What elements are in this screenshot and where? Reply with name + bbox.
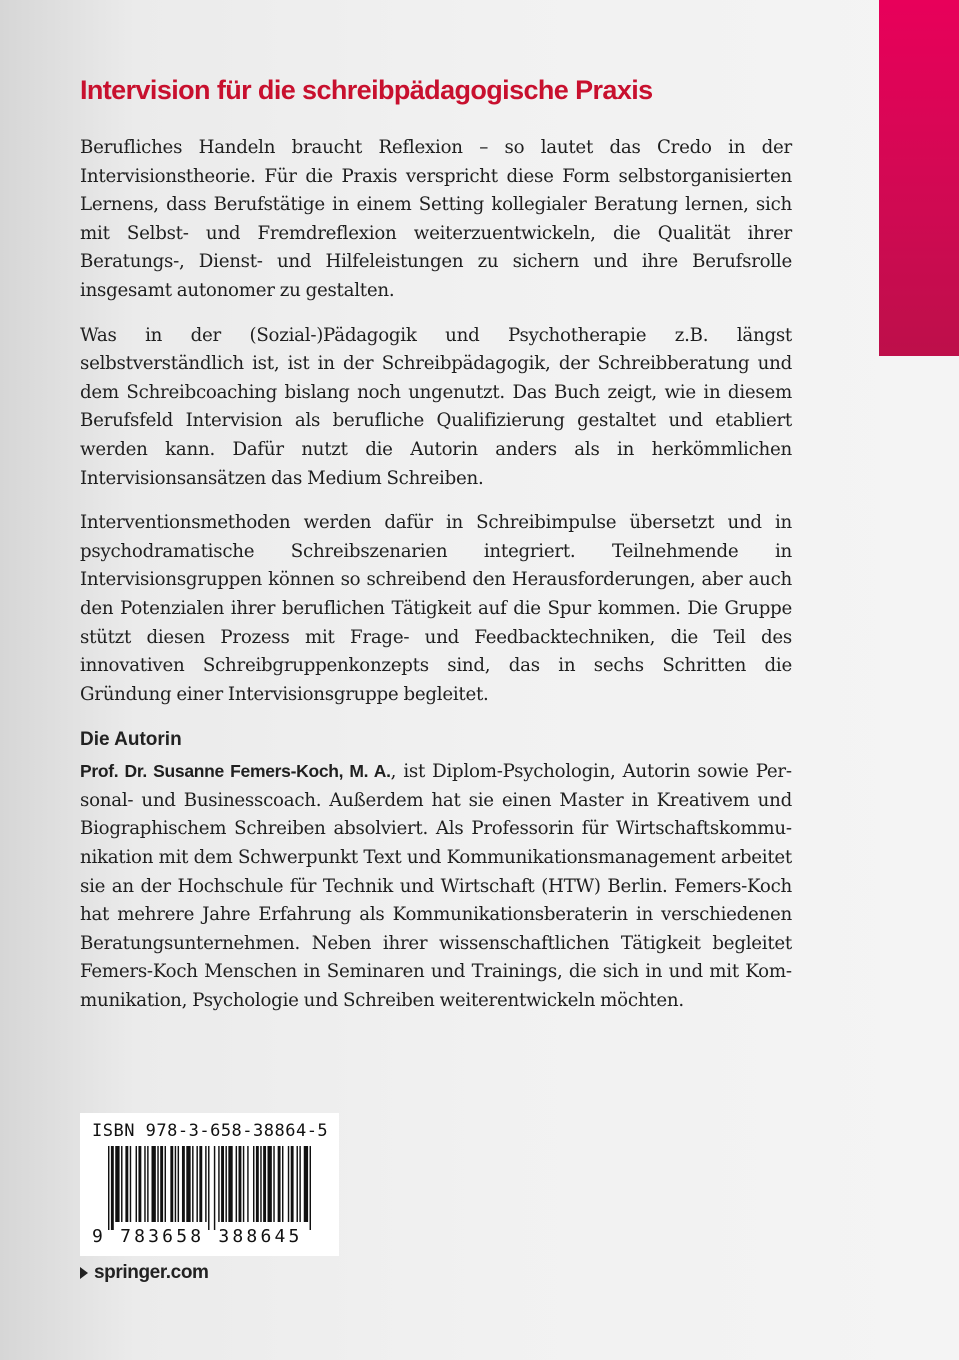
isbn-barcode-block xyxy=(80,1113,339,1256)
back-cover-content xyxy=(80,72,792,1032)
barcode-digits: 9 783658 388645 xyxy=(92,1226,303,1247)
author-bio-paragraph xyxy=(80,757,792,1015)
author-heading: Die Autorin xyxy=(80,729,182,751)
publisher-link[interactable] xyxy=(80,1262,209,1284)
paragraph-intro: Berufliches Handeln braucht Reflexion – so lautet das Credo in der Intervisionstheorie. Für die Praxis verspricht diese Form selbstorganisierten Lernens, dass Berufstätige in einem Setting kollegialer Beratung lernen, sich mit Selbst- und Fremdreflexion weiterzuentwickeln, die Qualität ihrer Beratungs-, Dienst- und Hilfeleistungen zu sichern und ihre Berufsrolle insgesamt autonomer zu gestalten. xyxy=(80,137,792,301)
paragraph-field: Was in der (Sozial-)Pädagogik und Psychotherapie z.B. längst selbstverständlich ist, ist in der Schreibpädagogik, der Schreibberatung und dem Schreibcoaching bislang noch ungenutzt. Das Buch zeigt, wie in diesem Berufsfeld Intervision als berufliche Qualifizierung gestaltet und etabliert werden kann. Dafür nutzt die Autorin anders als in herkömmlichen Intervisionsansätzen das Medium Schreiben. xyxy=(80,324,792,489)
paragraph-methods: Interventionsmethoden werden dafür in Schreibimpulse übersetzt und in psychodramatische Schreibszenarien integriert. Teilnehmende in Intervisionsgruppen können so schreibend den Herausforderungen, aber auch den Potenzialen ihrer beruflichen Tätigkeit auf die Spur kommen. Die Gruppe stützt diesen Prozess mit Frage- und Feedbacktechniken, die Teil des innovativen Schreibgruppenkonzepts sind, das in sechs Schritten die Gründung einer Intervisionsgruppe begleitet. xyxy=(80,512,792,705)
isbn-label: ISBN 978-3-658-38864-5 xyxy=(92,1121,329,1141)
page-title: Intervision für die schreibpädagogische Praxis xyxy=(80,75,653,105)
arrow-right-icon xyxy=(80,1267,88,1279)
accent-bar xyxy=(879,0,959,356)
author-name: Prof. Dr. Susanne Femers-Koch, M. A. xyxy=(80,761,391,782)
publisher-link-label: springer.com xyxy=(94,1262,209,1283)
barcode xyxy=(108,1146,318,1230)
author-bio: , ist Diplom-Psychologin, Autorin sowie Personal- und Businesscoach. Außerdem hat sie einen Master in Kreativem und Biographischem Schreiben absolviert. Als Professorin für Wirtschaftskommunikation mit dem Schwerpunkt Text und Kommunikationsmanagement arbeitet sie an der Hochschule für Technik und Wirtschaft (HTW) Berlin. Femers-Koch hat mehrere Jahre Erfahrung als Kommunikationsberaterin in verschiedenen Beratungsunternehmen. Neben ihrer wissenschaftlichen Tätigkeit begleitet Femers-Koch Menschen in Seminaren und Trainings, die sich in und mit Kommunikation, Psychologie und Schreiben weiterentwickeln möchten. xyxy=(80,761,792,1012)
